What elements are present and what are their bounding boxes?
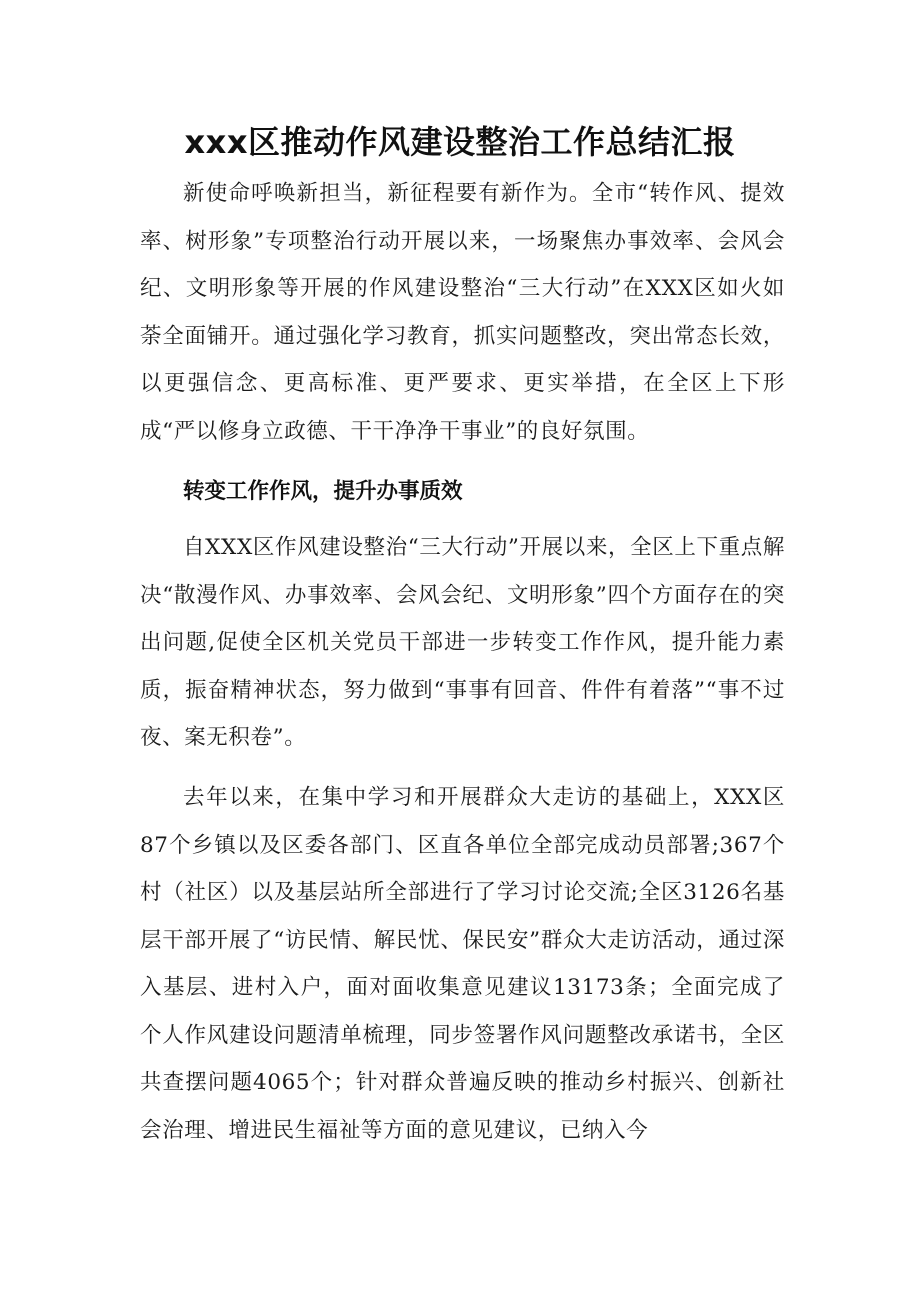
body-paragraph-1: 自XXX区作风建设整治“三大行动”开展以来，全区上下重点解决“散漫作风、办事效率、会风会纪、文明形象”四个方面存在的突出问题,促使全区机关党员干部进一步转变工作作风，提升能力素质，振奋精神状态，努力做到“事事有回音、件件有着落”“事不过夜、案无积卷”。 — [140, 535, 785, 750]
section-heading: 转变工作作风，提升办事质效 — [183, 479, 463, 504]
body-paragraph-2: 去年以来，在集中学习和开展群众大走访的基础上，XXX区87个乡镇以及区委各部门、区直各单位全部完成动员部署;367个村（社区）以及基层站所全部进行了学习讨论交流;全区3126名基层干部开展了“访民情、解民忧、保民安”群众大走访活动，通过深入基层、进村入户，面对面收集意见建议13173条；全面完成了个人作风建设问题清单梳理，同步签署作风问题整改承诺书，全区共查摆问题4065个；针对群众普遍反映的推动乡村振兴、创新社会治理、增进民生福祉等方面的意见建议，已纳入今 — [140, 785, 785, 1143]
document-title: xxx区推动作风建设整治工作总结汇报 — [184, 123, 736, 161]
intro-paragraph: 新使命呼唤新担当，新征程要有新作为。全市“转作风、提效率、树形象”专项整治行动开展以来，一场聚焦办事效率、会风会纪、文明形象等开展的作风建设整治“三大行动”在XXX区如火如荼全面铺开。通过强化学习教育，抓实问题整改，突出常态长效，以更强信念、更高标准、更严要求、更实举措，在全区上下形成“严以修身立政德、干干净净干事业”的良好氛围。 — [140, 181, 785, 444]
